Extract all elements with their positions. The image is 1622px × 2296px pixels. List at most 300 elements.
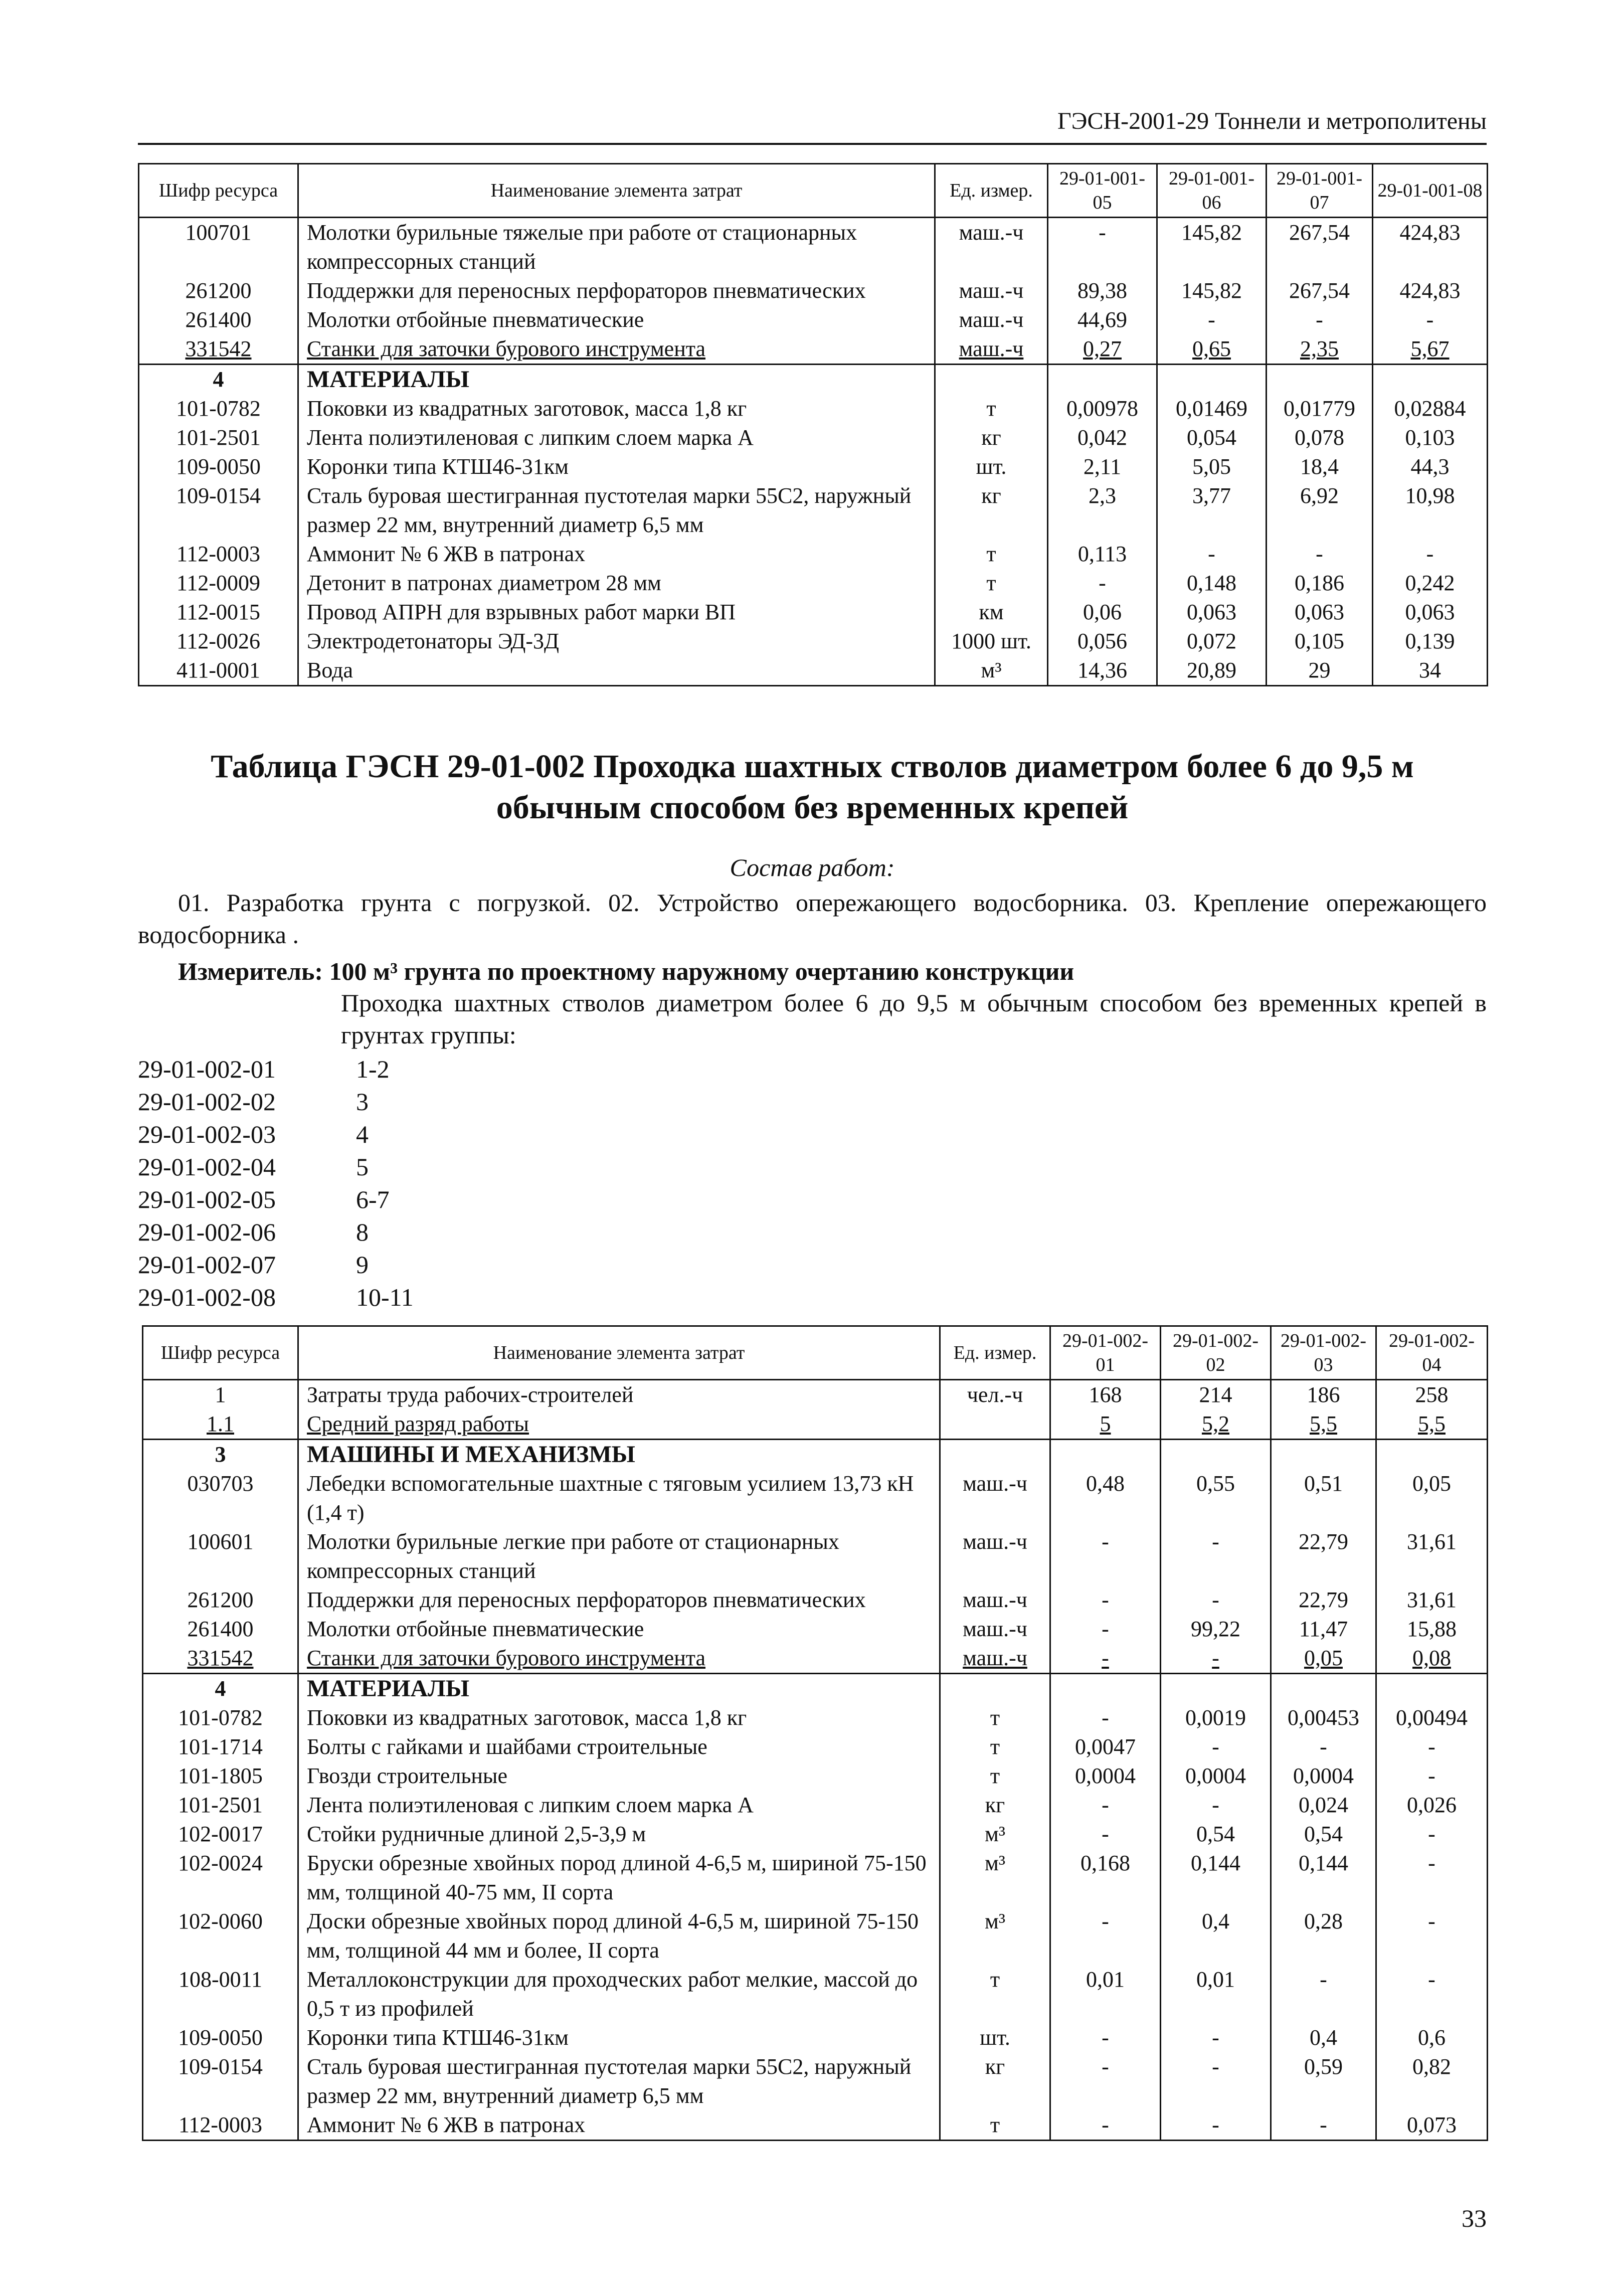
code-group-row bbox=[138, 1281, 414, 1314]
resource-name-cell: Молотки отбойные пневматические bbox=[298, 1615, 940, 1644]
value-cell: 99,22 bbox=[1161, 1615, 1271, 1644]
value-cell: 0,27 bbox=[1048, 334, 1157, 365]
resource-name-cell: Поддержки для переносных перфораторов пневматических bbox=[298, 1585, 940, 1615]
table-row bbox=[143, 1791, 1488, 1820]
value-cell: 186 bbox=[1271, 1380, 1376, 1410]
column-header: Шифр ресурса bbox=[139, 164, 298, 218]
resource-code-cell: 109-0050 bbox=[143, 2023, 298, 2052]
resource-code-cell: 102-0024 bbox=[143, 1849, 298, 1907]
resource-name-cell: Молотки бурильные легкие при работе от стационарных компрессорных станций bbox=[298, 1527, 940, 1585]
column-header: Наименование элемента затрат bbox=[298, 164, 935, 218]
value-cell: - bbox=[1048, 218, 1157, 277]
code-group-row bbox=[138, 1086, 414, 1118]
value-cell bbox=[1376, 1674, 1488, 1704]
value-cell: 89,38 bbox=[1048, 276, 1157, 305]
unit-cell: маш.-ч bbox=[935, 218, 1048, 277]
resource-name-cell: Поковки из квадратных заготовок, масса 1,8 кг bbox=[298, 1703, 940, 1732]
unit-cell bbox=[940, 1409, 1050, 1440]
value-cell: - bbox=[1376, 1965, 1488, 2023]
value-cell: 168 bbox=[1050, 1380, 1161, 1410]
value-cell: 6,92 bbox=[1267, 481, 1373, 540]
value-cell: 0,056 bbox=[1048, 627, 1157, 656]
value-cell: 0,01469 bbox=[1157, 394, 1267, 423]
unit-cell: чел.-ч bbox=[940, 1380, 1050, 1410]
resource-name-cell: Сталь буровая шестигранная пустотелая марки 55С2, наружный размер 22 мм, внутренний диаметр 6,5 мм bbox=[298, 2052, 940, 2110]
value-cell: 0,144 bbox=[1271, 1849, 1376, 1907]
resource-name-cell: МАТЕРИАЛЫ bbox=[298, 365, 935, 395]
value-cell: 22,79 bbox=[1271, 1527, 1376, 1585]
table-row bbox=[143, 1380, 1488, 1410]
resource-name-cell: Бруски обрезные хвойных пород длиной 4-6,5 м, шириной 75-150 мм, толщиной 40-75 мм, II сорта bbox=[298, 1849, 940, 1907]
soil-group: 3 bbox=[356, 1088, 369, 1116]
resource-code-cell: 1.1 bbox=[143, 1409, 298, 1440]
value-cell: 0,0004 bbox=[1161, 1761, 1271, 1791]
resource-name-cell: Аммонит № 6 ЖВ в патронах bbox=[298, 540, 935, 569]
resource-name-cell: Гвозди строительные bbox=[298, 1761, 940, 1791]
resource-code-cell: 101-1714 bbox=[143, 1732, 298, 1761]
value-cell: - bbox=[1271, 1965, 1376, 2023]
value-cell: - bbox=[1157, 305, 1267, 334]
value-cell: - bbox=[1050, 1527, 1161, 1585]
resource-code-cell: 261200 bbox=[139, 276, 298, 305]
value-cell: - bbox=[1161, 2023, 1271, 2052]
table-row bbox=[143, 1440, 1488, 1470]
table-row bbox=[143, 1907, 1488, 1965]
value-cell: - bbox=[1161, 2110, 1271, 2141]
unit-cell: т bbox=[940, 1965, 1050, 2023]
value-cell: 0,144 bbox=[1161, 1849, 1271, 1907]
value-cell: 15,88 bbox=[1376, 1615, 1488, 1644]
value-cell: 0,05 bbox=[1271, 1644, 1376, 1674]
unit-cell: т bbox=[935, 394, 1048, 423]
value-cell: 20,89 bbox=[1157, 656, 1267, 686]
value-cell bbox=[1376, 1440, 1488, 1470]
soil-group: 10-11 bbox=[356, 1283, 414, 1311]
value-cell bbox=[1373, 365, 1488, 395]
resource-code-cell: 108-0011 bbox=[143, 1965, 298, 2023]
value-cell: 0,08 bbox=[1376, 1644, 1488, 1674]
work-description: Проходка шахтных стволов диаметром более 6 до 9,5 м обычным способом без временных крепей в грунтах группы: bbox=[341, 989, 1487, 1049]
unit-cell: маш.-ч bbox=[940, 1469, 1050, 1527]
value-cell: - bbox=[1050, 1820, 1161, 1849]
resource-name-cell: Вода bbox=[298, 656, 935, 686]
value-cell: 0,0047 bbox=[1050, 1732, 1161, 1761]
value-cell: 0,139 bbox=[1373, 627, 1488, 656]
value-cell: 31,61 bbox=[1376, 1585, 1488, 1615]
unit-cell bbox=[940, 1674, 1050, 1704]
resource-name-cell: Средний разряд работы bbox=[298, 1409, 940, 1440]
column-header: 29-01-002-01 bbox=[1050, 1326, 1161, 1380]
unit-cell bbox=[940, 1440, 1050, 1470]
value-cell: 0,02884 bbox=[1373, 394, 1488, 423]
table-row bbox=[143, 2052, 1488, 2110]
value-cell: 0,00453 bbox=[1271, 1703, 1376, 1732]
table-row bbox=[139, 569, 1488, 598]
resource-code-cell: 102-0017 bbox=[143, 1820, 298, 1849]
table-row bbox=[143, 1965, 1488, 2023]
table-row bbox=[143, 1732, 1488, 1761]
value-cell: - bbox=[1161, 1585, 1271, 1615]
value-cell: - bbox=[1161, 1644, 1271, 1674]
value-cell: 10,98 bbox=[1373, 481, 1488, 540]
value-cell: - bbox=[1376, 1907, 1488, 1965]
value-cell: - bbox=[1376, 1820, 1488, 1849]
resource-code-cell: 030703 bbox=[143, 1469, 298, 1527]
resource-name-cell: Стойки рудничные длиной 2,5-3,9 м bbox=[298, 1820, 940, 1849]
table-title: Таблица ГЭСН 29-01-002 Проходка шахтных стволов диаметром более 6 до 9,5 м обычным способом без временных крепей bbox=[211, 748, 1414, 826]
table-row bbox=[143, 1674, 1488, 1704]
value-cell: 0,063 bbox=[1373, 598, 1488, 627]
unit-cell: т bbox=[940, 1703, 1050, 1732]
unit-cell: кг bbox=[940, 2052, 1050, 2110]
value-cell: - bbox=[1050, 1644, 1161, 1674]
norm-code: 29-01-002-01 bbox=[138, 1055, 276, 1083]
table-header-row bbox=[143, 1326, 1488, 1380]
meter-text: 100 м³ грунта по проектному наружному очертанию конструкции bbox=[329, 957, 1074, 985]
value-cell: - bbox=[1373, 540, 1488, 569]
value-cell: 5,05 bbox=[1157, 452, 1267, 481]
unit-cell: кг bbox=[935, 481, 1048, 540]
resource-code-cell: 101-1805 bbox=[143, 1761, 298, 1791]
resource-code-cell: 100601 bbox=[143, 1527, 298, 1585]
value-cell: 0,01779 bbox=[1267, 394, 1373, 423]
composition-text: 01. Разработка грунта с погрузкой. 02. Устройство опережающего водосборника. 03. Крепление опережающего водосборника . bbox=[138, 889, 1487, 949]
resource-name-cell: Поковки из квадратных заготовок, масса 1,8 кг bbox=[298, 394, 935, 423]
resource-name-cell: Молотки бурильные тяжелые при работе от стационарных компрессорных станций bbox=[298, 218, 935, 277]
value-cell: - bbox=[1048, 569, 1157, 598]
value-cell: 0,48 bbox=[1050, 1469, 1161, 1527]
column-header: 29-01-001-07 bbox=[1267, 164, 1373, 218]
value-cell: 267,54 bbox=[1267, 218, 1373, 277]
value-cell: 0,51 bbox=[1271, 1469, 1376, 1527]
norm-code: 29-01-002-07 bbox=[138, 1251, 276, 1279]
table-row bbox=[139, 305, 1488, 334]
value-cell bbox=[1161, 1674, 1271, 1704]
value-cell: 44,69 bbox=[1048, 305, 1157, 334]
value-cell: - bbox=[1050, 1585, 1161, 1615]
value-cell: - bbox=[1050, 2023, 1161, 2052]
resource-name-cell: МАШИНЫ И МЕХАНИЗМЫ bbox=[298, 1440, 940, 1470]
value-cell: 0,148 bbox=[1157, 569, 1267, 598]
resource-name-cell: Детонит в патронах диаметром 28 мм bbox=[298, 569, 935, 598]
header-rule bbox=[138, 143, 1487, 145]
value-cell: - bbox=[1050, 2052, 1161, 2110]
value-cell: 0,00494 bbox=[1376, 1703, 1488, 1732]
value-cell: 0,072 bbox=[1157, 627, 1267, 656]
unit-cell: т bbox=[940, 2110, 1050, 2141]
norm-code: 29-01-002-05 bbox=[138, 1185, 276, 1213]
value-cell: 0,06 bbox=[1048, 598, 1157, 627]
unit-cell: маш.-ч bbox=[940, 1615, 1050, 1644]
value-cell: - bbox=[1373, 305, 1488, 334]
soil-group: 6-7 bbox=[356, 1185, 390, 1213]
unit-cell: м³ bbox=[940, 1849, 1050, 1907]
table-row bbox=[139, 218, 1488, 277]
unit-cell: т bbox=[940, 1732, 1050, 1761]
value-cell: 2,35 bbox=[1267, 334, 1373, 365]
value-cell: 0,59 bbox=[1271, 2052, 1376, 2110]
unit-cell: м³ bbox=[935, 656, 1048, 686]
table-row bbox=[143, 1527, 1488, 1585]
value-cell bbox=[1050, 1440, 1161, 1470]
resource-code-cell: 261400 bbox=[143, 1615, 298, 1644]
resource-code-cell: 261200 bbox=[143, 1585, 298, 1615]
column-header: Ед. измер. bbox=[935, 164, 1048, 218]
value-cell: - bbox=[1050, 1703, 1161, 1732]
column-header: 29-01-002-04 bbox=[1376, 1326, 1488, 1380]
value-cell: 31,61 bbox=[1376, 1527, 1488, 1585]
column-header: Шифр ресурса bbox=[143, 1326, 298, 1380]
resource-code-cell: 101-2501 bbox=[139, 423, 298, 452]
value-cell bbox=[1271, 1674, 1376, 1704]
value-cell: 0,0019 bbox=[1161, 1703, 1271, 1732]
value-cell: 5,5 bbox=[1271, 1409, 1376, 1440]
value-cell: 0,063 bbox=[1157, 598, 1267, 627]
column-header: 29-01-002-03 bbox=[1271, 1326, 1376, 1380]
value-cell: 145,82 bbox=[1157, 276, 1267, 305]
resource-name-cell: Провод АПРН для взрывных работ марки ВП bbox=[298, 598, 935, 627]
unit-cell: маш.-ч bbox=[935, 276, 1048, 305]
resource-name-cell: Болты с гайками и шайбами строительные bbox=[298, 1732, 940, 1761]
value-cell: 0,0004 bbox=[1050, 1761, 1161, 1791]
value-cell: - bbox=[1267, 305, 1373, 334]
value-cell: - bbox=[1161, 2052, 1271, 2110]
resource-code-cell: 331542 bbox=[143, 1644, 298, 1674]
value-cell bbox=[1157, 365, 1267, 395]
value-cell: 5,2 bbox=[1161, 1409, 1271, 1440]
norm-code: 29-01-002-06 bbox=[138, 1218, 276, 1246]
resource-name-cell: Поддержки для переносных перфораторов пневматических bbox=[298, 276, 935, 305]
value-cell: 0,113 bbox=[1048, 540, 1157, 569]
column-header: 29-01-001-06 bbox=[1157, 164, 1267, 218]
resource-code-cell: 3 bbox=[143, 1440, 298, 1470]
value-cell bbox=[1267, 365, 1373, 395]
resource-code-cell: 101-0782 bbox=[143, 1703, 298, 1732]
value-cell: - bbox=[1157, 540, 1267, 569]
resource-code-cell: 261400 bbox=[139, 305, 298, 334]
value-cell: 2,3 bbox=[1048, 481, 1157, 540]
unit-cell: маш.-ч bbox=[940, 1527, 1050, 1585]
value-cell: 0,186 bbox=[1267, 569, 1373, 598]
resource-name-cell: Лебедки вспомогательные шахтные с тяговым усилием 13,73 кН (1,4 т) bbox=[298, 1469, 940, 1527]
resource-code-cell: 411-0001 bbox=[139, 656, 298, 686]
soil-group: 5 bbox=[356, 1153, 369, 1181]
value-cell: - bbox=[1161, 1732, 1271, 1761]
table-row bbox=[143, 1585, 1488, 1615]
value-cell: 0,026 bbox=[1376, 1791, 1488, 1820]
value-cell: 0,024 bbox=[1271, 1791, 1376, 1820]
resource-name-cell: МАТЕРИАЛЫ bbox=[298, 1674, 940, 1704]
table-row bbox=[139, 656, 1488, 686]
resource-name-cell: Станки для заточки бурового инструмента bbox=[298, 1644, 940, 1674]
value-cell: 0,063 bbox=[1267, 598, 1373, 627]
table-row bbox=[143, 1644, 1488, 1674]
value-cell: - bbox=[1050, 1907, 1161, 1965]
value-cell: - bbox=[1050, 1615, 1161, 1644]
value-cell: - bbox=[1376, 1761, 1488, 1791]
table-row bbox=[143, 1820, 1488, 1849]
table-row bbox=[143, 1761, 1488, 1791]
page-number: 33 bbox=[1462, 2204, 1487, 2232]
resource-code-cell: 4 bbox=[143, 1674, 298, 1704]
unit-cell: км bbox=[935, 598, 1048, 627]
table-row bbox=[139, 452, 1488, 481]
unit-cell: маш.-ч bbox=[935, 334, 1048, 365]
value-cell: 29 bbox=[1267, 656, 1373, 686]
table-row bbox=[143, 1703, 1488, 1732]
meter-line bbox=[178, 955, 1074, 987]
resource-name-cell: Металлоконструкции для проходческих работ мелкие, массой до 0,5 т из профилей bbox=[298, 1965, 940, 2023]
resource-code-cell: 1 bbox=[143, 1380, 298, 1410]
table-row bbox=[139, 627, 1488, 656]
value-cell: 0,168 bbox=[1050, 1849, 1161, 1907]
soil-group: 8 bbox=[356, 1218, 369, 1246]
value-cell: 5,67 bbox=[1373, 334, 1488, 365]
value-cell: - bbox=[1376, 1849, 1488, 1907]
value-cell bbox=[1048, 365, 1157, 395]
value-cell: 0,6 bbox=[1376, 2023, 1488, 2052]
value-cell: - bbox=[1376, 1732, 1488, 1761]
value-cell: 3,77 bbox=[1157, 481, 1267, 540]
resource-code-cell: 4 bbox=[139, 365, 298, 395]
value-cell: 145,82 bbox=[1157, 218, 1267, 277]
column-header: 29-01-002-02 bbox=[1161, 1326, 1271, 1380]
value-cell: 0,54 bbox=[1161, 1820, 1271, 1849]
resource-code-cell: 101-2501 bbox=[143, 1791, 298, 1820]
value-cell: 0,55 bbox=[1161, 1469, 1271, 1527]
value-cell: - bbox=[1050, 1791, 1161, 1820]
code-group-row bbox=[138, 1151, 414, 1183]
code-group-row bbox=[138, 1249, 414, 1281]
column-header: Ед. измер. bbox=[940, 1326, 1050, 1380]
column-header: 29-01-001-05 bbox=[1048, 164, 1157, 218]
table-row bbox=[139, 481, 1488, 540]
value-cell: 0,01 bbox=[1161, 1965, 1271, 2023]
resource-name-cell: Лента полиэтиленовая с липким слоем марка А bbox=[298, 423, 935, 452]
value-cell: 22,79 bbox=[1271, 1585, 1376, 1615]
unit-cell: кг bbox=[935, 423, 1048, 452]
value-cell: 0,01 bbox=[1050, 1965, 1161, 2023]
resource-code-cell: 109-0154 bbox=[139, 481, 298, 540]
norm-code: 29-01-002-03 bbox=[138, 1120, 276, 1148]
resource-code-cell: 112-0026 bbox=[139, 627, 298, 656]
resource-code-cell: 109-0050 bbox=[139, 452, 298, 481]
resource-code-cell: 112-0003 bbox=[139, 540, 298, 569]
value-cell: 0,82 bbox=[1376, 2052, 1488, 2110]
value-cell: 424,83 bbox=[1373, 218, 1488, 277]
table-row bbox=[139, 276, 1488, 305]
value-cell: - bbox=[1271, 2110, 1376, 2141]
unit-cell: т bbox=[935, 540, 1048, 569]
value-cell bbox=[1271, 1440, 1376, 1470]
value-cell: 0,54 bbox=[1271, 1820, 1376, 1849]
column-header: Наименование элемента затрат bbox=[298, 1326, 940, 1380]
table-row bbox=[143, 1849, 1488, 1907]
resource-code-cell: 102-0060 bbox=[143, 1907, 298, 1965]
code-group-row bbox=[138, 1183, 414, 1216]
resource-name-cell: Доски обрезные хвойных пород длиной 4-6,5 м, шириной 75-150 мм, толщиной 44 мм и более, II сорта bbox=[298, 1907, 940, 1965]
table-row bbox=[143, 2023, 1488, 2052]
resource-name-cell: Аммонит № 6 ЖВ в патронах bbox=[298, 2110, 940, 2141]
resource-name-cell: Сталь буровая шестигранная пустотелая марки 55С2, наружный размер 22 мм, внутренний диаметр 6,5 мм bbox=[298, 481, 935, 540]
table-row bbox=[143, 1469, 1488, 1527]
resource-name-cell: Коронки типа КТШ46-31км bbox=[298, 2023, 940, 2052]
unit-cell: шт. bbox=[940, 2023, 1050, 2052]
code-group-row bbox=[138, 1216, 414, 1249]
value-cell: 0,05 bbox=[1376, 1469, 1488, 1527]
soil-group: 1-2 bbox=[356, 1055, 390, 1083]
code-group-row bbox=[138, 1118, 414, 1151]
value-cell: 0,28 bbox=[1271, 1907, 1376, 1965]
unit-cell bbox=[935, 365, 1048, 395]
value-cell: 0,103 bbox=[1373, 423, 1488, 452]
resource-name-cell: Коронки типа КТШ46-31км bbox=[298, 452, 935, 481]
unit-cell: шт. bbox=[935, 452, 1048, 481]
table-row bbox=[139, 394, 1488, 423]
resource-name-cell: Электродетонаторы ЭД-3Д bbox=[298, 627, 935, 656]
table-header-row bbox=[139, 164, 1488, 218]
value-cell: 5 bbox=[1050, 1409, 1161, 1440]
unit-cell: кг bbox=[940, 1791, 1050, 1820]
soil-group: 4 bbox=[356, 1120, 369, 1148]
value-cell: - bbox=[1161, 1791, 1271, 1820]
value-cell: 2,11 bbox=[1048, 452, 1157, 481]
table-row bbox=[143, 1615, 1488, 1644]
value-cell: 0,054 bbox=[1157, 423, 1267, 452]
table-row bbox=[139, 334, 1488, 365]
value-cell: 0,073 bbox=[1376, 2110, 1488, 2141]
value-cell: 0,4 bbox=[1271, 2023, 1376, 2052]
value-cell: 258 bbox=[1376, 1380, 1488, 1410]
unit-cell: маш.-ч bbox=[935, 305, 1048, 334]
norm-code: 29-01-002-04 bbox=[138, 1153, 276, 1181]
value-cell: 5,5 bbox=[1376, 1409, 1488, 1440]
resource-code-cell: 112-0015 bbox=[139, 598, 298, 627]
unit-cell: маш.-ч bbox=[940, 1644, 1050, 1674]
unit-cell: м³ bbox=[940, 1820, 1050, 1849]
composition-label: Состав работ: bbox=[730, 853, 895, 881]
resource-code-cell: 112-0003 bbox=[143, 2110, 298, 2141]
unit-cell: маш.-ч bbox=[940, 1585, 1050, 1615]
value-cell: 18,4 bbox=[1267, 452, 1373, 481]
norm-code: 29-01-002-08 bbox=[138, 1283, 276, 1311]
value-cell: 0,105 bbox=[1267, 627, 1373, 656]
value-cell: 0,042 bbox=[1048, 423, 1157, 452]
running-header: ГЭСН-2001-29 Тоннели и метрополитены bbox=[1057, 108, 1487, 134]
value-cell: - bbox=[1050, 2110, 1161, 2141]
value-cell: 214 bbox=[1161, 1380, 1271, 1410]
resource-table-bottom bbox=[142, 1325, 1488, 2141]
value-cell bbox=[1161, 1440, 1271, 1470]
value-cell: 0,078 bbox=[1267, 423, 1373, 452]
code-group-row bbox=[138, 1053, 414, 1086]
resource-code-cell: 331542 bbox=[139, 334, 298, 365]
unit-cell: 1000 шт. bbox=[935, 627, 1048, 656]
table-row bbox=[139, 365, 1488, 395]
resource-code-cell: 109-0154 bbox=[143, 2052, 298, 2110]
value-cell: 0,0004 bbox=[1271, 1761, 1376, 1791]
resource-code-cell: 101-0782 bbox=[139, 394, 298, 423]
value-cell: 14,36 bbox=[1048, 656, 1157, 686]
resource-name-cell: Лента полиэтиленовая с липким слоем марка А bbox=[298, 1791, 940, 1820]
value-cell: 11,47 bbox=[1271, 1615, 1376, 1644]
table-row bbox=[143, 1409, 1488, 1440]
value-cell: 34 bbox=[1373, 656, 1488, 686]
value-cell: 424,83 bbox=[1373, 276, 1488, 305]
meter-label: Измеритель: bbox=[178, 957, 323, 985]
table-row bbox=[139, 598, 1488, 627]
unit-cell: т bbox=[935, 569, 1048, 598]
